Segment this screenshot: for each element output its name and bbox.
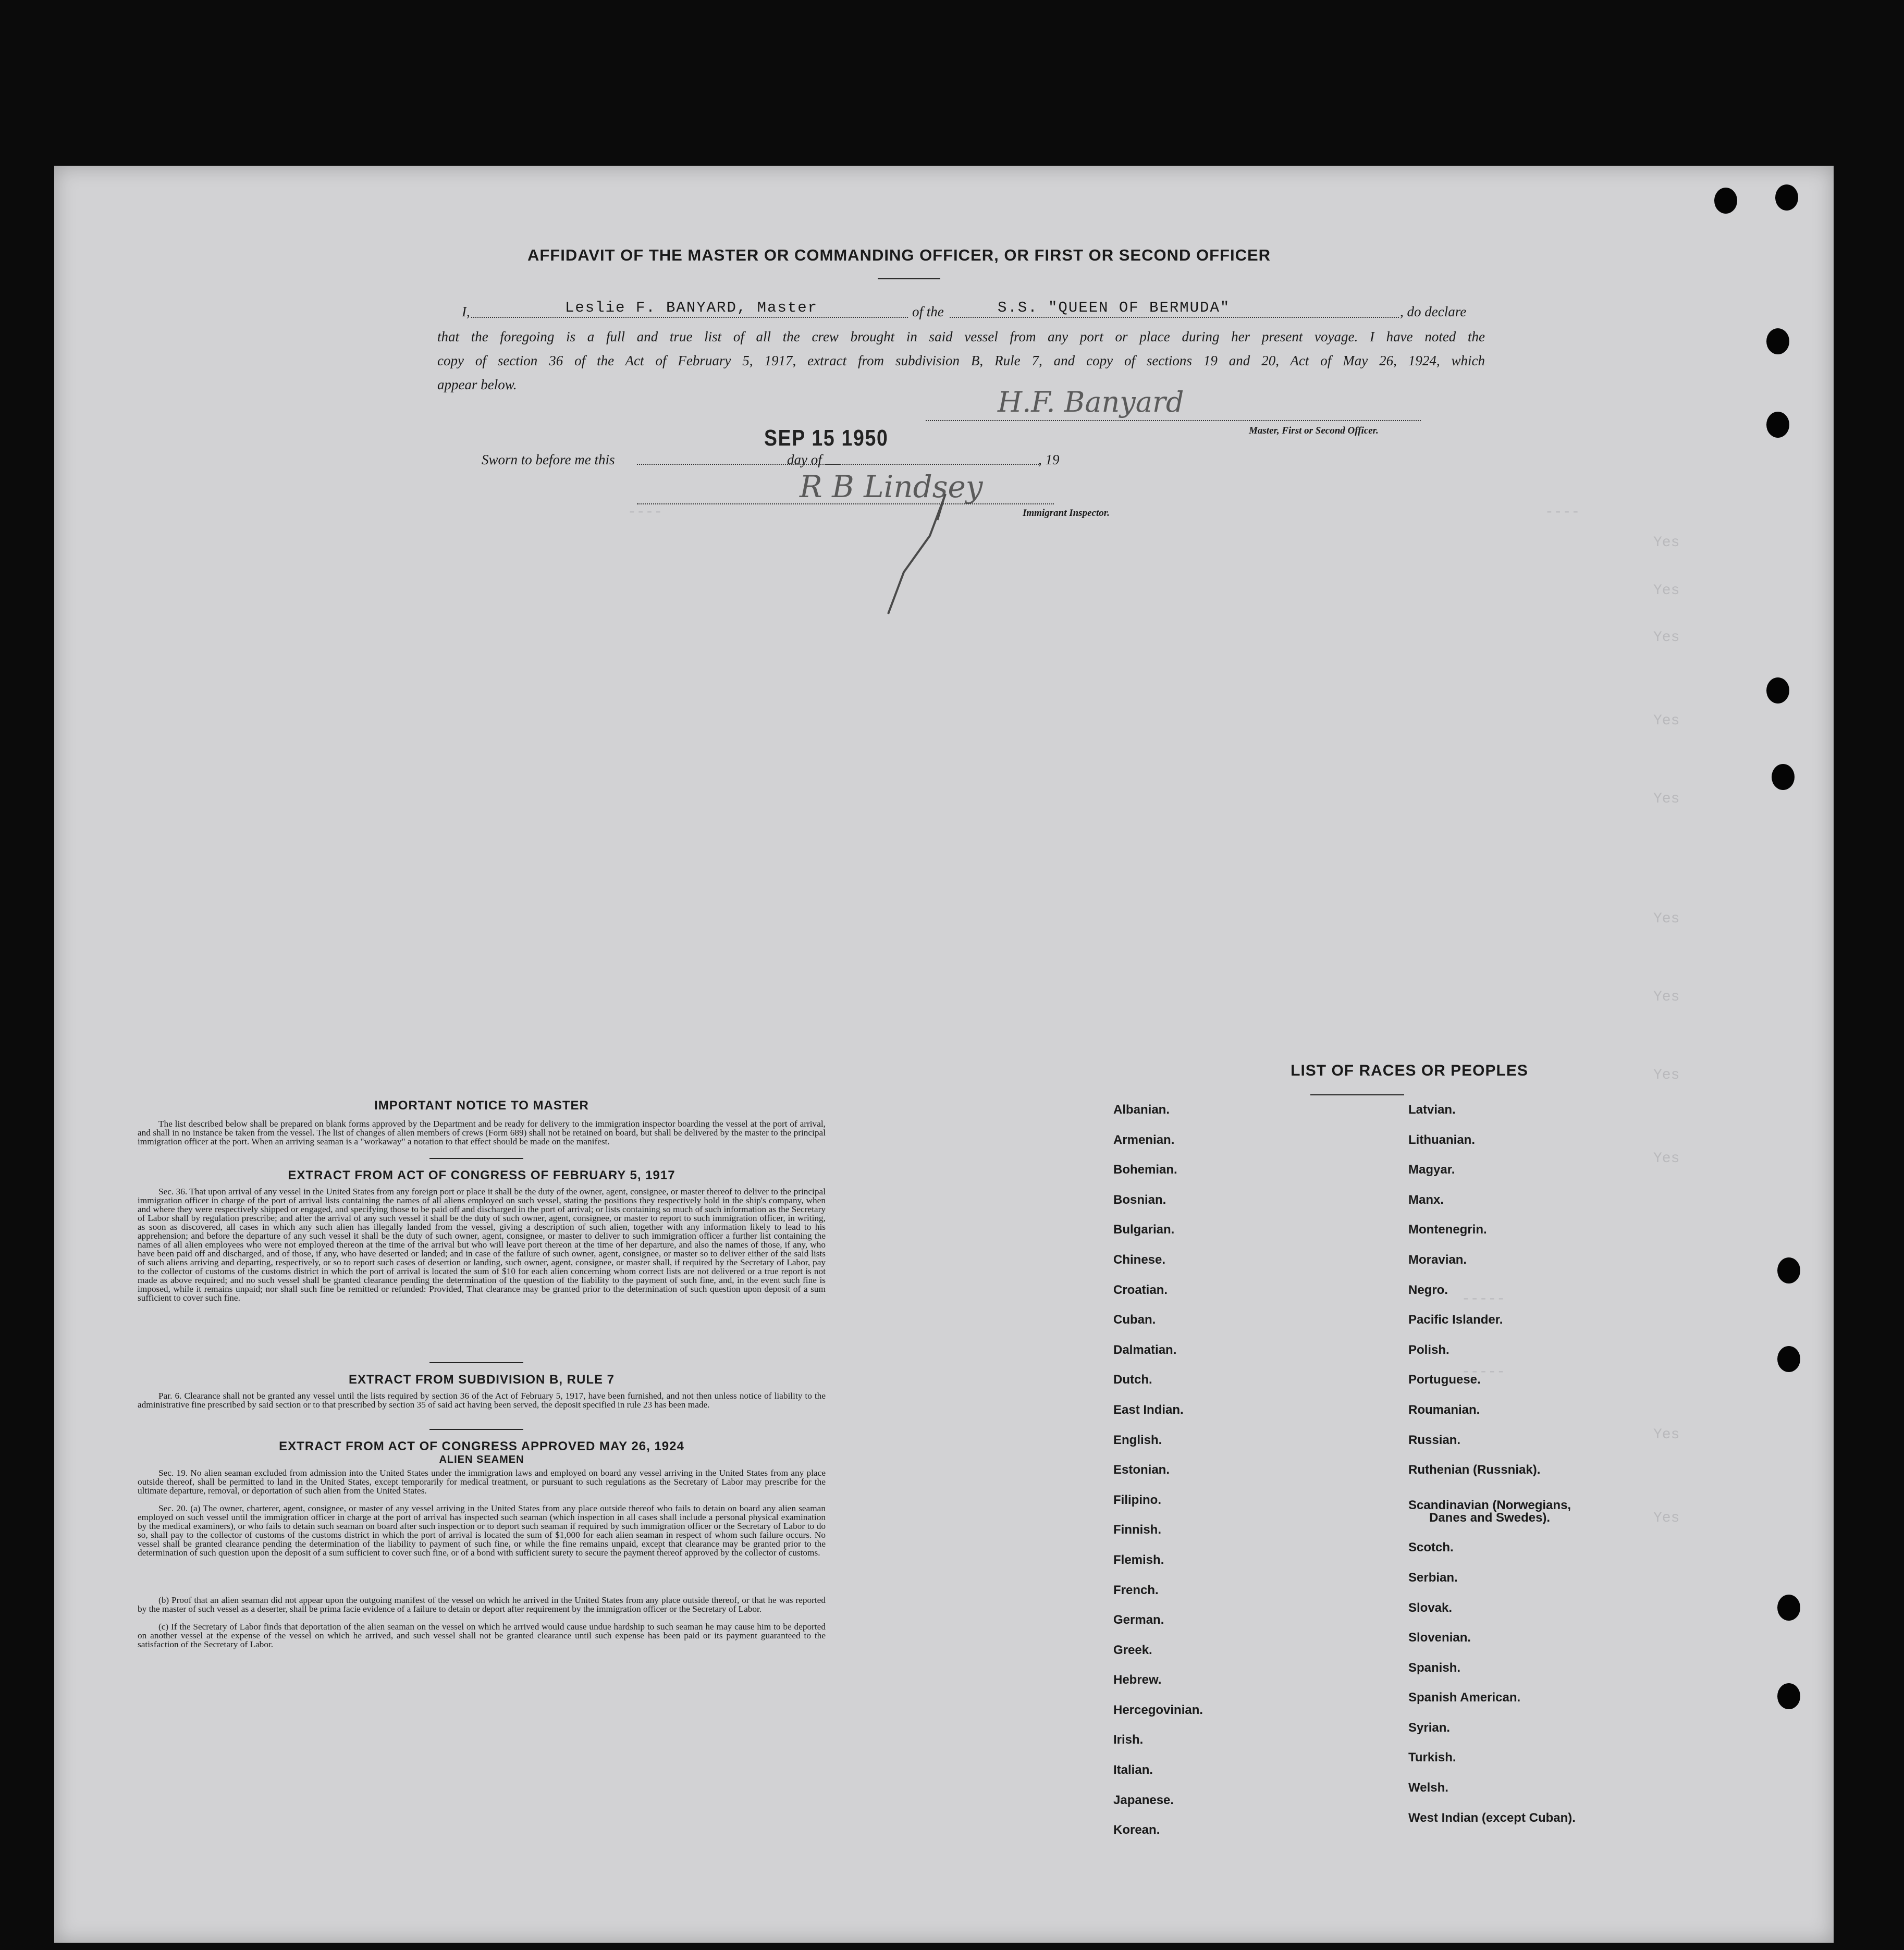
act-1924-sec20c: (c) If the Secretary of Labor finds that deportation of the alien seaman on the vessel on which he arrived would cause undue hardship to such seaman he may cause him to be deported on another vessel at the expense of the vessel on which he arrived, and such vessel shall not be granted clearance until such expense has been paid or its payment guaranteed to the satisfaction of the Secretary of Labor. bbox=[138, 1622, 826, 1649]
race-item: Serbian. bbox=[1408, 1570, 1458, 1585]
race-item: Scotch. bbox=[1408, 1540, 1454, 1555]
year-label: , 19 bbox=[1038, 452, 1060, 467]
inspector-label: Immigrant Inspector. bbox=[1023, 508, 1110, 519]
race-item: Filipino. bbox=[1113, 1492, 1161, 1507]
act-1924-subtitle: ALIEN SEAMEN bbox=[439, 1454, 524, 1465]
race-item: Greek. bbox=[1113, 1643, 1152, 1657]
sworn-label: Sworn to before me this bbox=[482, 452, 615, 467]
race-item: Albanian. bbox=[1113, 1103, 1170, 1117]
race-item: West Indian (except Cuban). bbox=[1408, 1810, 1576, 1825]
race-item: Hebrew. bbox=[1113, 1673, 1162, 1687]
act-1917-title: EXTRACT FROM ACT OF CONGRESS OF FEBRUARY 5, 1917 bbox=[288, 1168, 675, 1182]
race-item: Dutch. bbox=[1113, 1373, 1152, 1387]
punch-hole bbox=[1714, 188, 1737, 214]
punch-hole bbox=[1766, 328, 1789, 354]
do-declare-label: , do declare bbox=[1400, 304, 1467, 319]
race-item: Slovenian. bbox=[1408, 1631, 1471, 1645]
sworn-date-stamp: SEP 15 1950 bbox=[764, 425, 889, 451]
race-item: Korean. bbox=[1113, 1823, 1160, 1837]
race-item: Portuguese. bbox=[1408, 1373, 1481, 1387]
notice-title: IMPORTANT NOTICE TO MASTER bbox=[374, 1099, 589, 1113]
race-item: Italian. bbox=[1113, 1763, 1153, 1778]
punch-hole bbox=[1777, 1257, 1800, 1283]
race-item: Cuban. bbox=[1113, 1313, 1156, 1327]
race-item: Syrian. bbox=[1408, 1720, 1451, 1735]
race-item: Estonian. bbox=[1113, 1463, 1170, 1477]
race-item: Pacific Islander. bbox=[1408, 1313, 1503, 1327]
master-signature: H.F. Banyard bbox=[998, 386, 1184, 418]
punch-hole bbox=[1777, 1346, 1800, 1372]
race-item: Polish. bbox=[1408, 1342, 1450, 1357]
races-title: LIST OF RACES OR PEOPLES bbox=[1291, 1062, 1528, 1079]
punch-hole bbox=[1766, 412, 1789, 438]
race-item: German. bbox=[1113, 1613, 1164, 1627]
notice-divider bbox=[429, 1158, 523, 1159]
race-item: Magyar. bbox=[1408, 1163, 1455, 1177]
vessel-name: S.S. "QUEEN OF BERMUDA" bbox=[998, 299, 1231, 316]
of-the-label: of the bbox=[912, 304, 944, 319]
race-item: Bosnian. bbox=[1113, 1192, 1166, 1207]
document-sheet: Yes Yes Yes Yes Yes Yes Yes Yes Yes Yes Yes ---- ---- ----- ----- AFFIDAVIT OF THE MASTER OR COMMANDING OFFICER, OR FIRST OR SECOND OFFICER I, Leslie F. BANYARD, Master of the S.S. "QUEEN OF BERMUDA" , do declare that the foregoing is a full and true list of all the crew brought in said vessel from any port or place during her present voyage. I have noted the copy of section 36 of the Act of February 5, 1917, extract from subdivision B, Rule 7, and copy of sections 19 and 20, Act of May 26, 1924, which appear below. H.F. Banyard Master, First or Second Officer. Sworn to before me this SEP 15 1950 day of , 19 R B Lindsey Immigrant Inspector. IMPORTANT NOTICE TO MASTER The list described below shall be prepared on blank forms approved by the Department and be ready for delivery to the immigration inspector boarding the vessel at the port of arrival, and shall in no instance be taken from the vessel. The list of changes of alien members of crews (Form 689) shall not be retained on board, but shall be delivered by the master to the principal immigration officer at the port. When an arriving seaman is a "workaway" a notation to that effect should be made on the manifest. EXTRACT FROM ACT OF CONGRESS OF FEBRUARY 5, 1917 Sec. 36. That upon arrival of any vessel in the United States from any foreign port or place it shall be the duty of the owner, agent, consignee, or master thereof to deliver to the principal immigration officer in charge of the port of arrival lists containing the names of all aliens employed on such vessel, stating the positions they respectively hold in the ship's company, when and where they were respectively shipped or engaged, and specifying those to be paid off and discharged in the port of arrival; or lists containing so much of such information as the Secretary of Labor shall by regulation prescribe; and after the arrival of any such vessel it shall be the duty of such owner, agent, consignee, or master to report to such immigration officer, in writing, as soon as discovered, all cases in which any such alien has illegally landed from the vessel, giving a description of such alien, together with any information likely to lead to his apprehension; and before the departure of any such vessel it shall be the duty of such owner, agent, consignee, or master to deliver to such immigration officer a further list containing the names of all alien employees who were not employed thereon at the time of the arrival but who will leave port thereon at the time of her departure, and also the names of those, if any, who have been paid off and discharged, and of those, if any, who have deserted or landed; and in case of the failure of such owner, agent, consignee, or master so to deliver either of the said lists of such aliens arriving and departing, respectively, or so to report such cases of desertion or landing, such owner, agent, consignee, or master shall, if required by the Secretary of Labor, pay to the collector of customs of the customs district in which the port of arrival is located the sum of $10 for each alien concerning whom correct lists are not delivered or a true report is not made as above required; and no such vessel shall be granted clearance pending the determination of the question of the liability to the payment of such fine, and, in the event such fine is imposed, while it remains unpaid; nor shall such fine be remitted or refunded: Provided, That clearance may be granted prior to the determination of such question upon deposit of a sum sufficient to cover such fine. EXTRACT FROM SUBDIVISION B, RULE 7 Par. 6. Clearance shall not be granted any vessel until the lists required by section 36 of the Act of February 5, 1917, have been furnished, and not then unless notice of liability to the administrative fine prescribed by said section or to that prescribed by section 35 of said act having been served, the deposit specified in rule 23 has been made. EXTRACT FROM ACT OF CONGRESS APPROVED MAY 26, 1924 ALIEN SEAMEN Sec. 19. No alien seaman excluded from admission into the United States under the immigration laws and employed on board any vessel arriving in the United States from any place outside thereof, shall be permitted to land in the United States, except temporarily for medical treatment, or pursuant to such regulations as the Secretary of Labor may prescribe for the ultimate departure, removal, or deportation of such alien from the United States. Sec. 20. (a) The owner, charterer, agent, consignee, or master of any vessel arriving in the United States from any place outside thereof who fails to detain on board any alien seaman employed on such vessel until the immigration officer in charge at the port of arrival has inspected such seaman (which inspection in all cases shall include a personal physical examination by the medical examiners), or who fails to detain such seaman on board after such inspection or to deport such seaman if required by such immigration officer or the Secretary of Labor to do so, shall pay to the collector of customs of the customs district in which the port of arrival is located the sum of $1,000 for each alien seaman in respect of whom such failure occurs. No vessel shall be granted clearance pending the determination of the liability to payment of such fine, or while the fine remains unpaid, except that clearance may be granted prior to the determination of such question upon the deposit of a sum sufficient to cover such fine, or of a bond with sufficient surety to secure the payment thereof approved by the collector of customs. (b) Proof that an alien seaman did not appear upon the outgoing manifest of the vessel on which he arrived in the United States from any place outside thereof, or that he was reported by the master of such vessel as a deserter, shall be prima facie evidence of a failure to detain or deport after requirement by the immigration officer or the Secretary of Labor. (c) If the Secretary of Labor finds that deportation of the alien seaman on the vessel on which he arrived would cause undue hardship to such seaman he may cause him to be deported on another vessel at the expense of the vessel on which he arrived, and such vessel shall not be granted clearance until such expense has been paid or its payment guaranteed to the satisfaction of the Secretary of Labor. LIST OF RACES OR PEOPLES Albanian. Armenian. Bohemian. Bosnian. Bulgarian. Chinese. Croatian. Cuban. Dalmatian. Dutch. East Indian. English. Estonian. Filipino. Finnish. Flemish. French. German. Greek. Hebrew. Hercegovinian. Irish. Italian. Japanese. Korean. Latvian. Lithuanian. Magyar. Manx. Montenegrin. Moravian. Negro. Pacific Islander. Polish. Portuguese. Roumanian. Russian. Ruthenian (Russniak). Scandinavian (Norwegians, Danes and Swedes). Scotch. Serbian. Slovak. Slovenian. Spanish. Spanish American. Syrian. Turkish. Welsh. West Indian (except Cuban). bbox=[54, 166, 1834, 1943]
races-divider bbox=[1310, 1094, 1404, 1095]
race-item: Welsh. bbox=[1408, 1781, 1448, 1795]
rule7-divider bbox=[429, 1429, 523, 1430]
race-item: Japanese. bbox=[1113, 1793, 1174, 1807]
i-label: I, bbox=[462, 304, 470, 319]
punch-hole bbox=[1772, 764, 1795, 790]
race-item: French. bbox=[1113, 1583, 1159, 1597]
race-item: Moravian. bbox=[1408, 1252, 1467, 1267]
race-item: Dalmatian. bbox=[1113, 1342, 1177, 1357]
officer-name: Leslie F. BANYARD, Master bbox=[565, 299, 818, 316]
race-item: Russian. bbox=[1408, 1433, 1461, 1447]
declaration-line-3: copy of section 36 of the Act of February 5, 1917, extract from subdivision B, Rule 7, and copy of sections 19 and 20, Act of May 26, 1924, which bbox=[437, 353, 1485, 368]
race-item: Ruthenian (Russniak). bbox=[1408, 1463, 1541, 1477]
race-item: Hercegovinian. bbox=[1113, 1702, 1203, 1717]
race-item: Slovak. bbox=[1408, 1600, 1453, 1615]
master-label: Master, First or Second Officer. bbox=[1249, 425, 1379, 436]
punch-hole bbox=[1775, 184, 1798, 211]
race-item: Montenegrin. bbox=[1408, 1223, 1487, 1237]
signature-flourish bbox=[867, 489, 972, 624]
punch-hole bbox=[1766, 677, 1789, 704]
race-item: Turkish. bbox=[1408, 1750, 1456, 1765]
race-item: Croatian. bbox=[1113, 1282, 1168, 1297]
race-item: Chinese. bbox=[1113, 1252, 1166, 1267]
race-item: Spanish American. bbox=[1408, 1690, 1521, 1705]
title-divider bbox=[878, 278, 940, 279]
notice-text: The list described below shall be prepared on blank forms approved by the Department and be ready for delivery to the immigration inspector boarding the vessel at the port of arrival, and shall in no instance be taken from the vessel. The list of changes of alien members of crews (Form 689) shall not be retained on board, but shall be delivered by the master to the principal immigration officer at the port. When an arriving seaman is a "workaway" a notation to that effect should be made on the manifest. bbox=[138, 1119, 826, 1146]
race-item: English. bbox=[1113, 1433, 1162, 1447]
race-item: Roumanian. bbox=[1408, 1402, 1480, 1417]
affidavit-title: AFFIDAVIT OF THE MASTER OR COMMANDING OFFICER, OR FIRST OR SECOND OFFICER bbox=[527, 246, 1271, 264]
punch-hole bbox=[1777, 1683, 1800, 1709]
vessel-name-line bbox=[950, 317, 1399, 318]
race-item: Negro. bbox=[1408, 1282, 1448, 1297]
act-1924-sec20b: (b) Proof that an alien seaman did not appear upon the outgoing manifest of the vessel on which he arrived in the United States from any place outside thereof, or that he was reported by the master of such vessel as a deserter, shall be prima facie evidence of a failure to detain or deport after requirement by the immigration officer or the Secretary of Labor. bbox=[138, 1595, 826, 1614]
inspector-signature-line bbox=[637, 503, 1054, 504]
act-1924-sec19: Sec. 19. No alien seaman excluded from admission into the United States under the immigration laws and employed on board any vessel arriving in the United States from any place outside thereof, shall be permitted to land in the United States, except temporarily for medical treatment, or pursuant to such regulations as the Secretary of Labor may prescribe for the ultimate departure, removal, or deportation of such alien from the United States. bbox=[138, 1468, 826, 1496]
race-item: Spanish. bbox=[1408, 1660, 1461, 1675]
race-item: Latvian. bbox=[1408, 1103, 1456, 1117]
declaration-line-2: that the foregoing is a full and true list of all the crew brought in said vessel from any port or place during her present voyage. I have noted the bbox=[437, 329, 1485, 344]
race-item: Flemish. bbox=[1113, 1552, 1164, 1567]
race-item: Lithuanian. bbox=[1408, 1132, 1475, 1147]
master-signature-line bbox=[926, 420, 1421, 421]
officer-name-line bbox=[471, 317, 908, 318]
race-item: Bohemian. bbox=[1113, 1163, 1177, 1177]
day-of-label: day of bbox=[787, 452, 822, 467]
sworn-month-line bbox=[826, 464, 1039, 465]
inspector-signature: R B Lindsey bbox=[800, 469, 983, 504]
punch-hole bbox=[1777, 1595, 1800, 1621]
race-item: Finnish. bbox=[1113, 1523, 1161, 1537]
race-item: East Indian. bbox=[1113, 1402, 1184, 1417]
declaration-line-4: appear below. bbox=[437, 377, 517, 392]
race-item: Irish. bbox=[1113, 1733, 1144, 1747]
act-1924-title: EXTRACT FROM ACT OF CONGRESS APPROVED MAY 26, 1924 bbox=[279, 1439, 684, 1453]
race-list-right bbox=[1408, 1103, 1576, 1841]
race-item: Scandinavian (Norwegians, bbox=[1408, 1498, 1571, 1512]
race-item: Armenian. bbox=[1113, 1132, 1175, 1147]
act-1917-divider bbox=[429, 1362, 523, 1363]
act-1917-text: Sec. 36. That upon arrival of any vessel in the United States from any foreign port or place it shall be the duty of the owner, agent, consignee, or master thereof to deliver to the principal immigration officer in charge of the port of arrival lists containing the names of all aliens employed on such vessel, stating the positions they respectively hold in the ship's company, when and where they were respectively shipped or engaged, and specifying those to be paid off and discharged in the port of arrival; or lists containing so much of such information as the Secretary of Labor shall by regulation prescribe; and after the arrival of any such vessel it shall be the duty of such owner, agent, consignee, or master to report to such immigration officer, in writing, as soon as discovered, all cases in which any such alien has illegally landed from the vessel, giving a description of such alien, together with any information likely to lead to his apprehension; and before the departure of any such vessel it shall be the duty of such owner, agent, consignee, or master to deliver to such immigration officer a further list containing the names of all alien employees who were not employed thereon at the time of the arrival but who will leave port thereon at the time of her departure, and also the names of those, if any, who have been paid off and discharged, and of those, if any, who have deserted or landed; and in case of the failure of such owner, agent, consignee, or master so to deliver either of the said lists of such aliens arriving and departing, respectively, or so to report such cases of desertion or landing, such owner, agent, consignee, or master shall, if required by the Secretary of Labor, pay to the collector of customs of the customs district in which the port of arrival is located the sum of $10 for each alien concerning whom correct lists are not delivered or a true report is not made as above required; and no such vessel shall be granted clearance pending the determination of the question of the liability to the payment of such fine, and, in the event such fine is imposed, while it remains unpaid; nor shall such fine be remitted or refunded: Provided, That clearance may be granted prior to the determination of such question upon deposit of a sum sufficient to cover such fine. bbox=[138, 1187, 826, 1303]
race-list-left bbox=[1113, 1103, 1203, 1853]
race-item: Manx. bbox=[1408, 1192, 1444, 1207]
race-item: Danes and Swedes). bbox=[1429, 1510, 1551, 1525]
rule7-text: Par. 6. Clearance shall not be granted any vessel until the lists required by section 36 of the Act of February 5, 1917, have been furnished, and not then unless notice of liability to the administrative fine prescribed by said section or to that prescribed by section 35 of said act having been served, the deposit specified in rule 23 has been made. bbox=[138, 1391, 826, 1410]
rule7-title: EXTRACT FROM SUBDIVISION B, RULE 7 bbox=[348, 1373, 615, 1387]
race-item: Bulgarian. bbox=[1113, 1223, 1175, 1237]
act-1924-sec20a: Sec. 20. (a) The owner, charterer, agent, consignee, or master of any vessel arriving in the United States from any place outside thereof who fails to detain on board any alien seaman employed on such vessel until the immigration officer in charge at the port of arrival has inspected such seaman (which inspection in all cases shall include a personal physical examination by the medical examiners), or who fails to detain such seaman on board after such inspection or to deport such seaman if required by such immigration officer or the Secretary of Labor to do so, shall pay to the collector of customs of the customs district in which the port of arrival is located the sum of $1,000 for each alien seaman in respect of whom such failure occurs. No vessel shall be granted clearance pending the determination of the liability to payment of such fine, or while the fine remains unpaid, except that clearance may be granted prior to the determination of such question upon the deposit of a sum sufficient to cover such fine, or of a bond with sufficient surety to secure the payment thereof approved by the collector of customs. bbox=[138, 1503, 826, 1558]
